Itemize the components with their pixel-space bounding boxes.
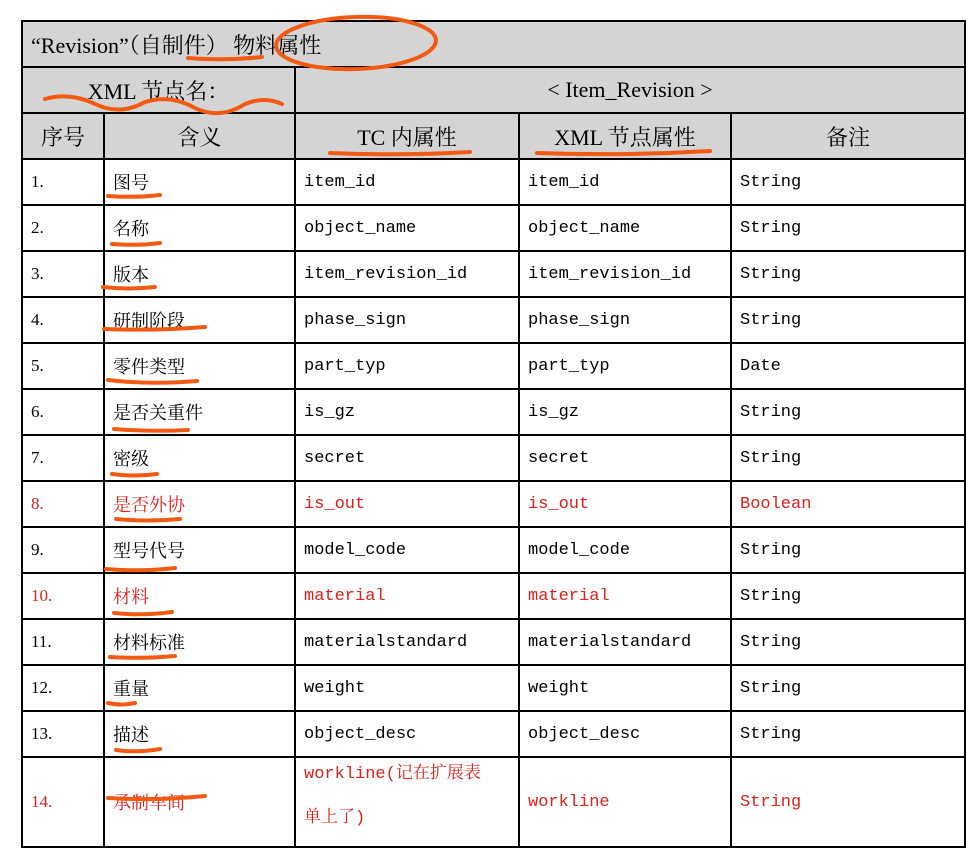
row-meaning: 承制车间	[104, 757, 295, 847]
column-header-tc-attr: TC 内属性	[295, 113, 519, 159]
row-xml-attr: object_name	[519, 205, 731, 251]
row-remark: String	[731, 711, 965, 757]
row-remark: String	[731, 665, 965, 711]
row-index: 3.	[22, 251, 104, 297]
title-emphasis: 物料属性	[233, 32, 322, 58]
title-prefix: “Revision”（自制件）	[31, 32, 228, 58]
row-index: 9.	[22, 527, 104, 573]
row-remark: String	[731, 619, 965, 665]
row-tc-attr: material	[295, 573, 519, 619]
row-index: 2.	[22, 205, 104, 251]
row-index: 4.	[22, 297, 104, 343]
row-meaning: 密级	[104, 435, 295, 481]
row-tc-attr: object_desc	[295, 711, 519, 757]
row-remark: String	[731, 159, 965, 205]
row-index: 7.	[22, 435, 104, 481]
row-tc-attr	[295, 757, 519, 847]
table-row	[22, 665, 965, 711]
row-remark: String	[731, 205, 965, 251]
row-tc-attr: secret	[295, 435, 519, 481]
row-tc-attr: weight	[295, 665, 519, 711]
xml-node-row	[22, 67, 965, 113]
row-xml-attr: is_out	[519, 481, 731, 527]
row-meaning: 图号	[104, 159, 295, 205]
row-index: 13.	[22, 711, 104, 757]
row-index: 6.	[22, 389, 104, 435]
row-tc-attr: materialstandard	[295, 619, 519, 665]
table-title	[22, 21, 965, 67]
table-row	[22, 389, 965, 435]
row-xml-attr: item_revision_id	[519, 251, 731, 297]
xml-node-label: XML 节点名：	[22, 67, 295, 113]
row-meaning: 材料标准	[104, 619, 295, 665]
row-meaning: 材料	[104, 573, 295, 619]
row-index: 14.	[22, 757, 104, 847]
attribute-table	[21, 20, 966, 848]
row-meaning: 研制阶段	[104, 297, 295, 343]
row-remark: String	[731, 757, 965, 847]
table-title-row	[22, 21, 965, 67]
row-remark: Date	[731, 343, 965, 389]
table-row	[22, 619, 965, 665]
xml-node-value: < Item_Revision >	[295, 67, 965, 113]
table-row	[22, 573, 965, 619]
row-index: 1.	[22, 159, 104, 205]
row-meaning: 描述	[104, 711, 295, 757]
row-index: 8.	[22, 481, 104, 527]
row-xml-attr: material	[519, 573, 731, 619]
table-row	[22, 205, 965, 251]
table-row	[22, 527, 965, 573]
table-row-highlighted	[22, 481, 965, 527]
row-meaning: 是否关重件	[104, 389, 295, 435]
row-tc-attr: phase_sign	[295, 297, 519, 343]
row-meaning: 是否外协	[104, 481, 295, 527]
row-tc-attr: is_gz	[295, 389, 519, 435]
row-xml-attr: phase_sign	[519, 297, 731, 343]
row-remark: String	[731, 527, 965, 573]
row-meaning: 型号代号	[104, 527, 295, 573]
row-remark: String	[731, 297, 965, 343]
row-tc-attr: item_revision_id	[295, 251, 519, 297]
row-remark: String	[731, 251, 965, 297]
row-xml-attr: is_gz	[519, 389, 731, 435]
row-xml-attr: weight	[519, 665, 731, 711]
row-tc-attr: model_code	[295, 527, 519, 573]
row-remark: String	[731, 573, 965, 619]
row-xml-attr: model_code	[519, 527, 731, 573]
row-xml-attr: workline	[519, 757, 731, 847]
column-header-row	[22, 113, 965, 159]
row-xml-attr: object_desc	[519, 711, 731, 757]
row-xml-attr: secret	[519, 435, 731, 481]
row-meaning: 名称	[104, 205, 295, 251]
column-header-xml-attr: XML 节点属性	[519, 113, 731, 159]
row-remark: String	[731, 389, 965, 435]
row-tc-attr: item_id	[295, 159, 519, 205]
table-row	[22, 297, 965, 343]
row-meaning: 版本	[104, 251, 295, 297]
row-remark: Boolean	[731, 481, 965, 527]
column-header-index: 序号	[22, 113, 104, 159]
row-index: 10.	[22, 573, 104, 619]
table-row	[22, 343, 965, 389]
row-xml-attr: part_typ	[519, 343, 731, 389]
row-tc-attr-line: workline(记在扩展表	[304, 765, 481, 784]
column-header-remark: 备注	[731, 113, 965, 159]
row-xml-attr: item_id	[519, 159, 731, 205]
table-row	[22, 159, 965, 205]
table-row-highlighted	[22, 757, 965, 847]
row-tc-attr: is_out	[295, 481, 519, 527]
row-tc-attr-line: 单上了)	[304, 809, 366, 828]
table-row	[22, 251, 965, 297]
row-index: 11.	[22, 619, 104, 665]
row-xml-attr: materialstandard	[519, 619, 731, 665]
row-meaning: 零件类型	[104, 343, 295, 389]
column-header-meaning: 含义	[104, 113, 295, 159]
row-remark: String	[731, 435, 965, 481]
row-tc-attr: part_typ	[295, 343, 519, 389]
row-tc-attr: object_name	[295, 205, 519, 251]
table-row	[22, 711, 965, 757]
row-meaning: 重量	[104, 665, 295, 711]
row-index: 5.	[22, 343, 104, 389]
row-index: 12.	[22, 665, 104, 711]
table-row	[22, 435, 965, 481]
